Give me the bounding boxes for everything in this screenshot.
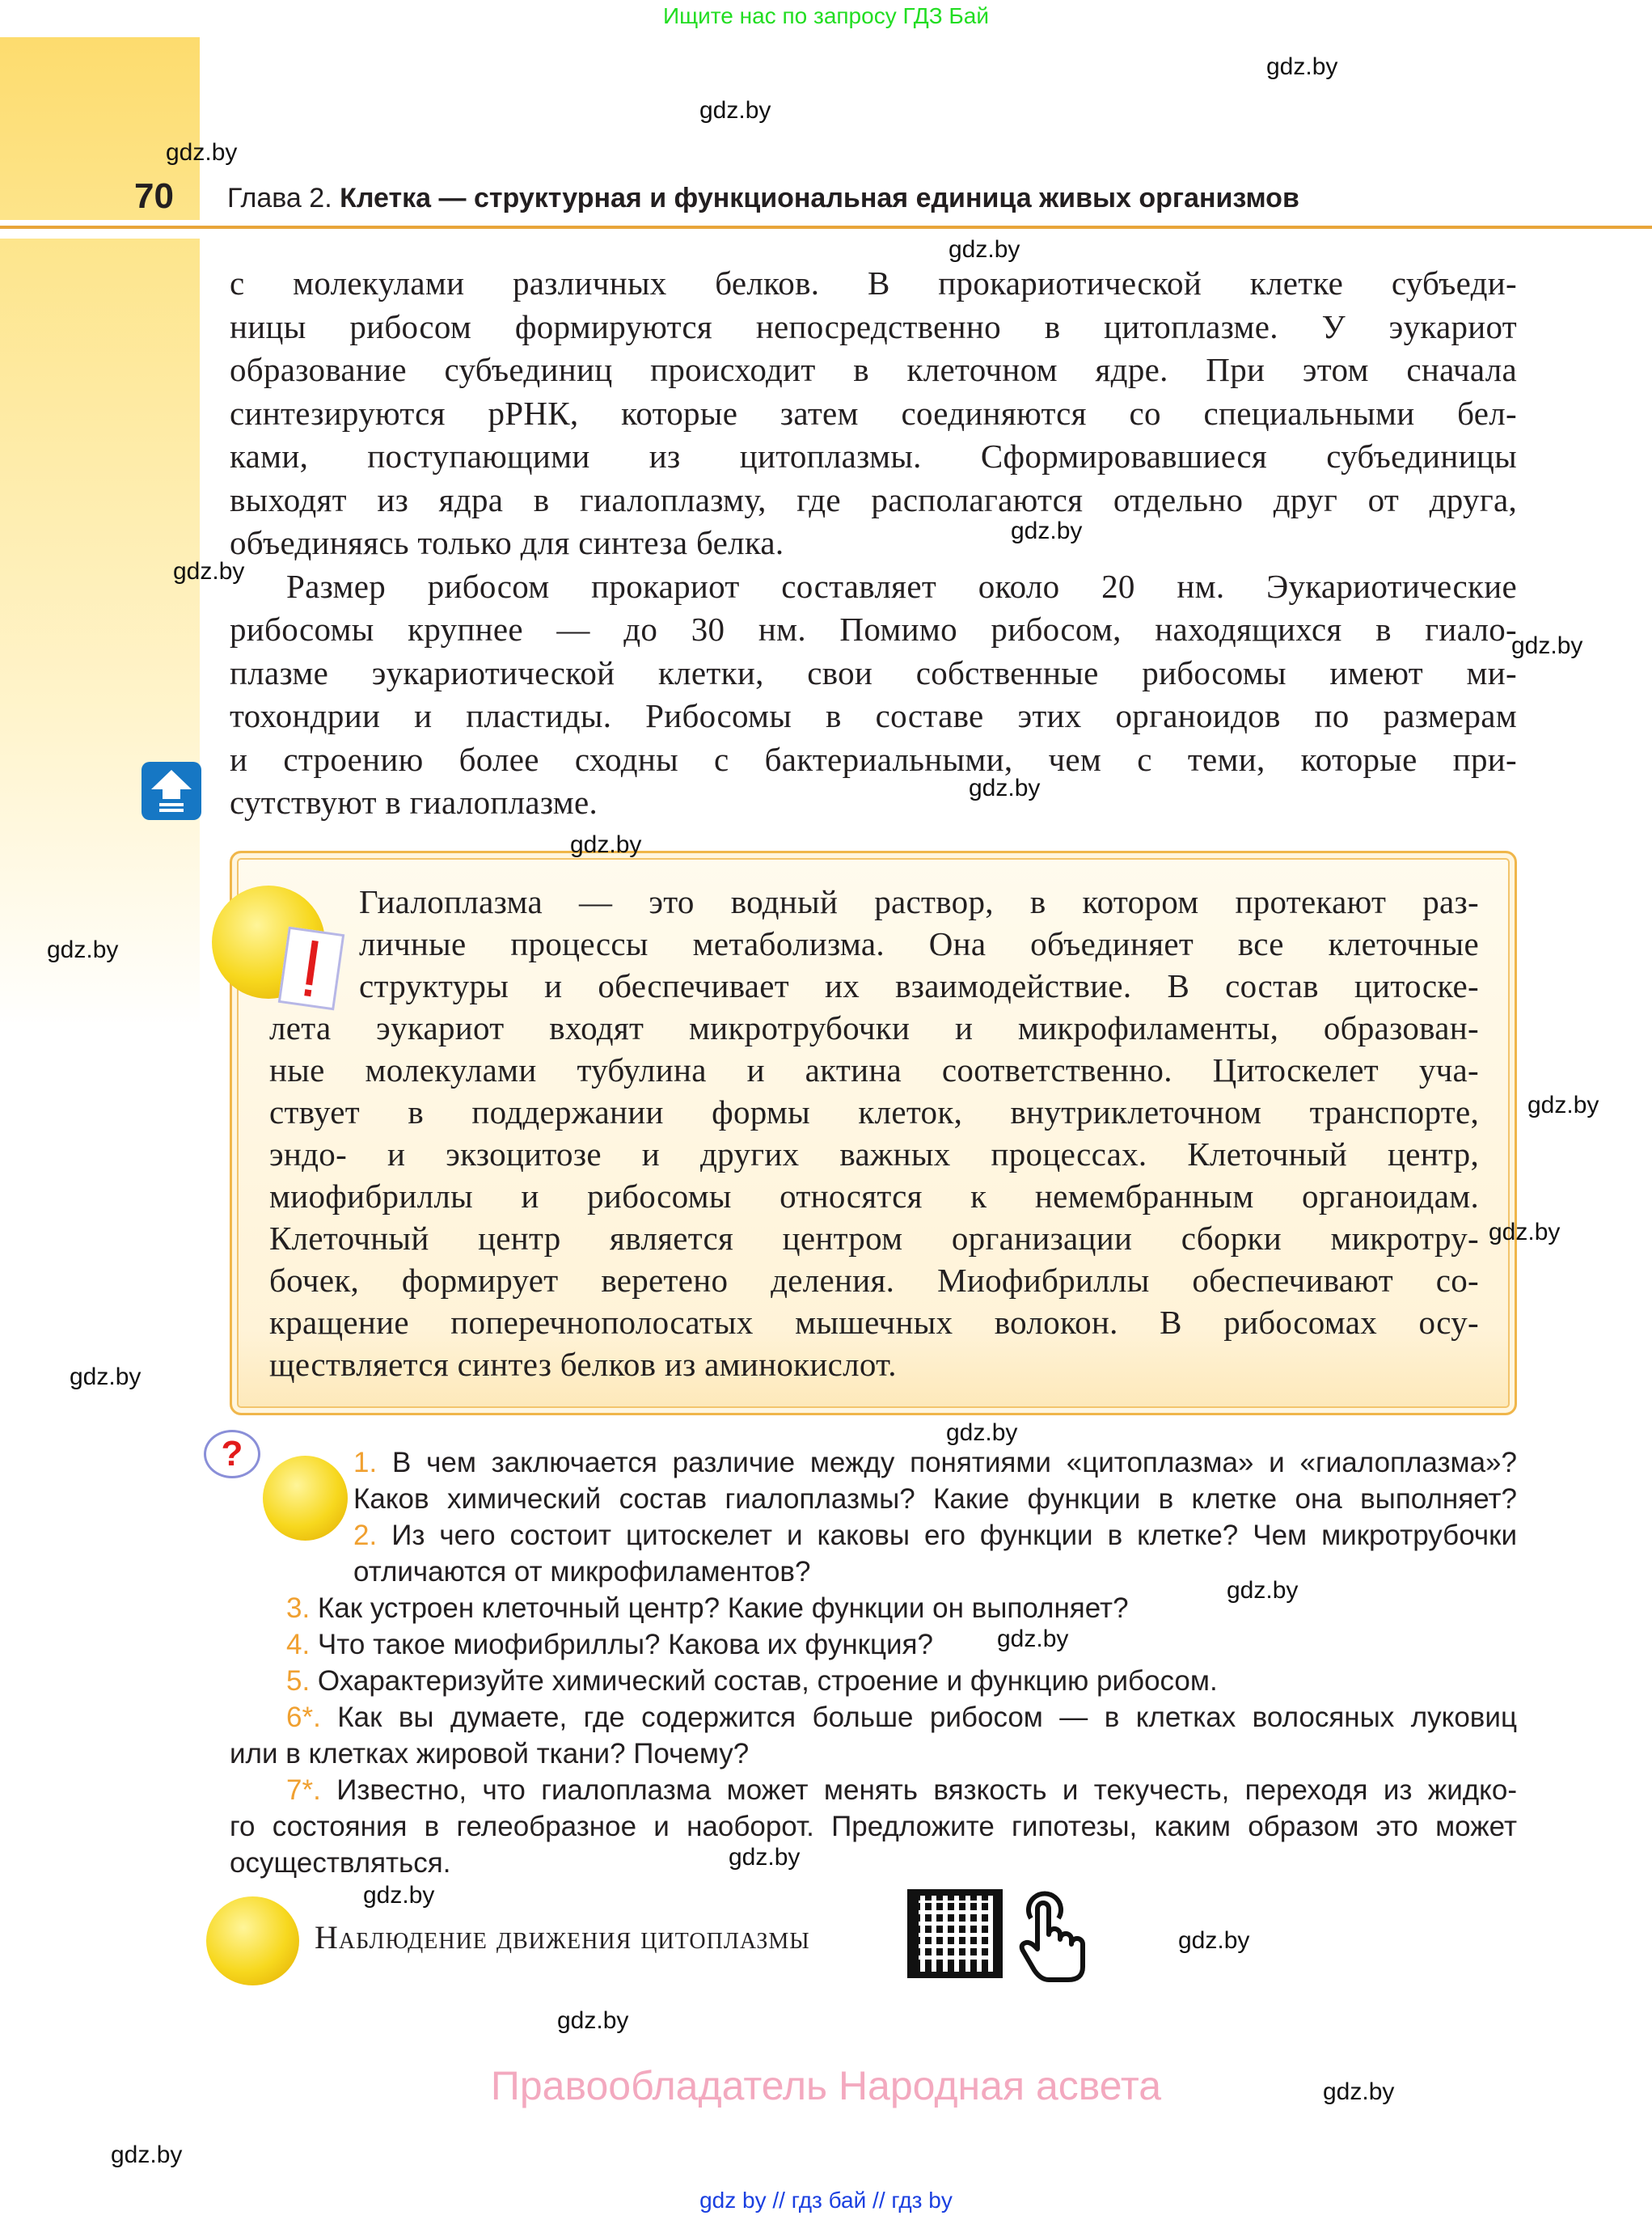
qr-code-icon[interactable]: [907, 1889, 1003, 1978]
definition-line: эндо- и экзоцитозе и других важных процессах. Клеточный центр,: [269, 1135, 1479, 1173]
question-number: 1.: [353, 1447, 378, 1478]
question-text: В чем заключается различие между понятиями «цитоплазма» и «гиалоплазма»?: [377, 1447, 1517, 1478]
question-item: [286, 1772, 1517, 1808]
watermark: gdz.by: [70, 1364, 142, 1390]
question-text: Охарактеризуйте химический состав, строение и функцию рибосом.: [310, 1665, 1218, 1697]
question-item: [230, 1808, 1517, 1845]
question-item: [286, 1590, 1517, 1626]
footer-link[interactable]: гдз бай: [791, 2188, 867, 2213]
watermark: gdz.by: [949, 236, 1020, 263]
watermark: gdz.by: [1227, 1577, 1299, 1604]
chapter-title: Клетка — структурная и функциональная единица живых организмов: [340, 183, 1299, 214]
question-text: или в клетках жировой ткани? Почему?: [230, 1738, 750, 1769]
text-line: выходят из ядра в гиалоплазму, где располагаются отдельно друг от друга,: [230, 480, 1517, 518]
header-rule: [0, 226, 1652, 229]
chapter-heading: [227, 183, 1299, 214]
definition-line: Клеточный центр является центром организации сборки микротру-: [269, 1220, 1479, 1257]
watermark: gdz.by: [111, 2142, 183, 2168]
definition-line: лета эукариот входят микротрубочки и микрофиламенты, образован-: [269, 1009, 1479, 1046]
question-text: го состояния в гелеобразное и наоборот. Предложите гипотезы, каким образом это может: [230, 1811, 1517, 1842]
definition-line: личные процессы метаболизма. Она объединяет все клеточные: [359, 925, 1479, 962]
text-line: образование субъединиц происходит в клеточном ядре. При этом сначала: [230, 351, 1517, 388]
touch-hand-icon[interactable]: [1016, 1886, 1086, 1987]
question-item: [286, 1699, 1517, 1736]
question-number: 7*.: [286, 1774, 321, 1806]
page-number: 70: [134, 176, 174, 216]
watermark: gdz.by: [1527, 1092, 1599, 1118]
text-line: тохондрии и пластиды. Рибосомы в составе этих органоидов по размерам: [230, 697, 1517, 734]
question-item: [230, 1736, 1517, 1772]
question-number: 6*.: [286, 1702, 321, 1733]
definition-line: миофибриллы и рибосомы относятся к немембранным органоидам.: [269, 1178, 1479, 1215]
up-arrow-icon[interactable]: [142, 762, 201, 820]
definition-line: Гиалоплазма — это водный раствор, в котором протекают раз-: [359, 883, 1479, 920]
copyright-notice: Правообладатель Народная асвета: [490, 2063, 1162, 2108]
text-line: Размер рибосом прокариот составляет около 20 нм. Эукариотические: [286, 567, 1517, 605]
watermark: gdz.by: [997, 1626, 1069, 1652]
exclamation-card-icon: [278, 927, 345, 1011]
text-line: с молекулами различных белков. В прокариотической клетке субъеди-: [230, 264, 1517, 302]
watermark: gdz.by: [969, 775, 1041, 801]
text-line: ками, поступающими из цитоплазмы. Сформировавшиеся субъединицы: [230, 438, 1517, 475]
watermark: gdz.by: [570, 831, 642, 858]
thinking-smiley-icon: [263, 1456, 348, 1541]
definition-line: бочек, формирует веретено деления. Миофибриллы обеспечивают со-: [269, 1262, 1479, 1299]
footer-links: [0, 2188, 1652, 2213]
footer-sep: //: [872, 2188, 885, 2213]
definition-line: ществляется синтез белков из аминокислот.: [269, 1346, 897, 1383]
watermark: gdz.by: [1178, 1927, 1250, 1954]
watermark: gdz.by: [699, 97, 771, 124]
definition-line: ствует в поддержании формы клеток, внутриклеточном транспорте,: [269, 1093, 1479, 1131]
observation-link[interactable]: Наблюдение движения цитоплазмы: [315, 1919, 810, 1956]
question-text: Из чего состоит цитоскелет и каковы его функции в клетке? Чем микротрубочки: [377, 1520, 1517, 1551]
question-number: 3.: [286, 1592, 311, 1624]
watermark: gdz.by: [946, 1419, 1018, 1446]
watermark: gdz.by: [47, 937, 119, 963]
question-text: Известно, что гиалоплазма может менять вязкость и текучесть, переходя из жидко-: [320, 1774, 1517, 1806]
watermark: gdz.by: [1266, 53, 1338, 80]
question-bubble-icon: ?: [204, 1430, 260, 1478]
watermark: gdz.by: [1323, 2078, 1395, 2105]
definition-line: ные молекулами тубулина и актина соответственно. Цитоскелет уча-: [269, 1051, 1479, 1089]
footer-sep: //: [772, 2188, 785, 2213]
margin-band: [0, 239, 200, 1031]
question-item: [230, 1845, 1517, 1881]
question-text: отличаются от микрофиламентов?: [353, 1556, 811, 1588]
question-item: [353, 1444, 1517, 1481]
text-line: рибосомы крупнее — до 30 нм. Помимо рибосом, находящихся в гиало-: [230, 611, 1517, 648]
text-line: сутствуют в гиалоплазме.: [230, 784, 598, 821]
question-text: осуществляться.: [230, 1847, 451, 1879]
footer-link[interactable]: gdz by: [699, 2188, 767, 2213]
watermark: gdz.by: [1489, 1219, 1561, 1245]
watermark: gdz.by: [173, 558, 245, 585]
watermark: gdz.by: [363, 1882, 435, 1909]
question-number: 5.: [286, 1665, 311, 1697]
question-item: [353, 1481, 1517, 1517]
question-text: Как вы думаете, где содержится больше рибосом — в клетках волосяных луковиц: [320, 1702, 1517, 1733]
question-text: Как устроен клеточный центр? Какие функции он выполняет?: [310, 1592, 1129, 1624]
definition-line: кращение поперечнополосатых мышечных волокон. В рибосомах осу-: [269, 1304, 1479, 1341]
watermark: gdz.by: [1011, 518, 1083, 544]
chapter-prefix: Глава 2.: [227, 183, 332, 214]
question-item: [286, 1626, 1517, 1663]
text-line: синтезируются рРНК, которые затем соединяются со специальными бел-: [230, 394, 1517, 432]
text-line: плазме эукариотической клетки, свои собственные рибосомы имеют ми-: [230, 653, 1517, 691]
question-item: [353, 1554, 1517, 1590]
watermark: gdz.by: [166, 139, 238, 166]
question-text: Каков химический состав гиалоплазмы? Какие функции в клетке она выполняет?: [353, 1483, 1517, 1515]
question-item: [286, 1663, 1517, 1699]
watermark: gdz.by: [557, 2007, 629, 2034]
question-text: Что такое миофибриллы? Какова их функция?: [310, 1629, 933, 1660]
text-line: объединяясь только для синтеза белка.: [230, 524, 784, 561]
search-banner[interactable]: Ищите нас по запросу ГДЗ Бай: [662, 3, 990, 28]
definition-line: структуры и обеспечивает их взаимодействие. В состав цитоске-: [359, 967, 1479, 1004]
watermark: gdz.by: [729, 1844, 801, 1871]
text-line: ницы рибосом формируются непосредственно в цитоплазме. У эукариот: [230, 307, 1517, 345]
footer-link[interactable]: гдз by: [891, 2188, 953, 2213]
question-item: [353, 1517, 1517, 1554]
text-line: и строению более сходны с бактериальными, чем с теми, которые при-: [230, 740, 1517, 778]
magnifier-smiley-icon: [206, 1896, 299, 1985]
question-number: 4.: [286, 1629, 311, 1660]
watermark: gdz.by: [1511, 632, 1583, 659]
question-number: 2.: [353, 1520, 378, 1551]
